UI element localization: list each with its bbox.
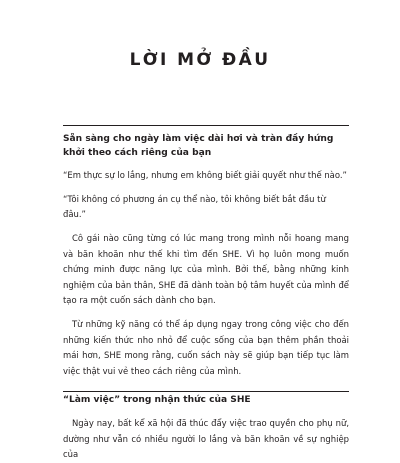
body-paragraph	[63, 317, 349, 379]
chapter-title: LỜI MỞ ĐẦU	[129, 50, 271, 70]
page-content	[63, 125, 349, 463]
section-divider	[63, 391, 349, 392]
section-title: Sẵn sàng cho ngày làm việc dài hơi và tràn đầy hứng khởi theo cách riêng của bạn	[63, 134, 334, 158]
quote-paragraph: “Em thực sự lo lắng, nhưng em không biết giải quyết như thế nào.”	[63, 170, 347, 181]
section-divider	[63, 125, 349, 126]
paragraph-text: Ngày nay, bất kể xã hội đã thúc đẩy việc trao quyền cho phụ nữ, dường như vẫn có nhiều người lo lắng và băn khoăn về sự nghiệp của	[63, 417, 349, 460]
paragraph-text: Từ những kỹ năng có thể áp dụng ngay trong công việc cho đến những kiến thức nho nhỏ để cuộc sống của bạn thêm phần thoải mái hơn, SHE mong rằng, cuốn sách này sẽ giúp bạn tiếp tục làm việc thật vui vẻ theo cách riêng của mình.	[63, 318, 349, 376]
section-title: “Làm việc” trong nhận thức của SHE	[63, 395, 251, 406]
body-paragraph	[63, 231, 349, 309]
body-paragraph	[63, 416, 349, 463]
paragraph-text: Cô gái nào cũng từng có lúc mang trong mình nỗi hoang mang và băn khoăn như thế khi tìm đến SHE. Vì họ luôn mong muốn chứng minh được năng lực của mình. Bởi thế, bằng những kinh nghiệm của bản thân, SHE đã dành toàn bộ tâm huyết của mình để tạo ra một cuốn sách dành cho bạn.	[63, 232, 349, 306]
quote-paragraph: “Tôi không có phương án cụ thể nào, tôi không biết bắt đầu từ đâu.”	[63, 193, 326, 220]
